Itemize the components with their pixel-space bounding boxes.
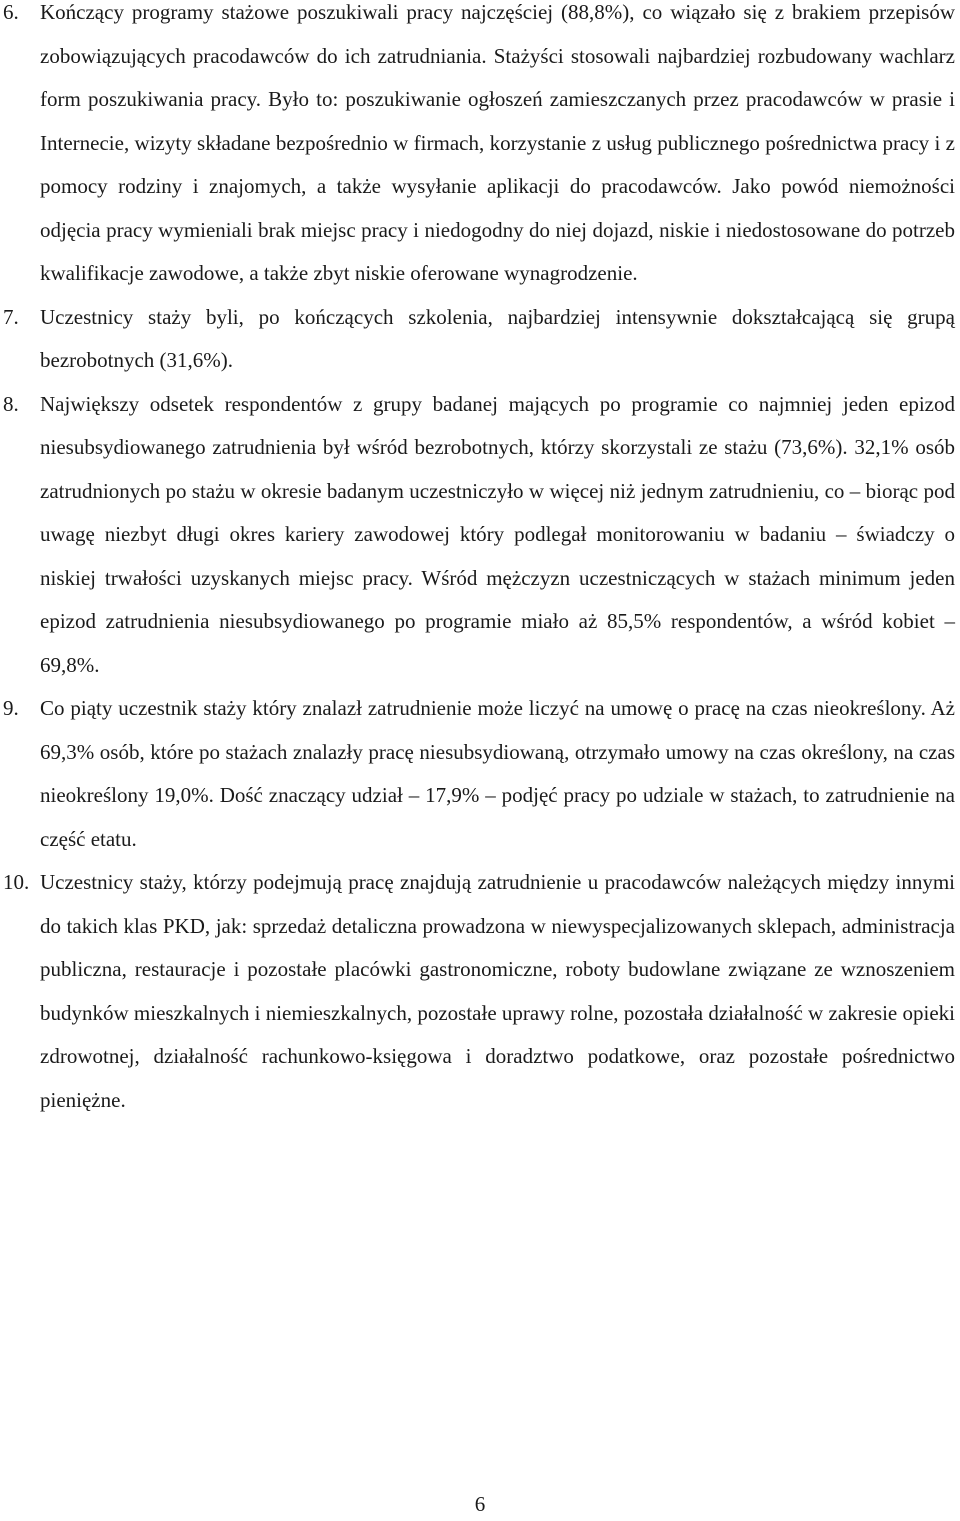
- list-item: [0, 0, 955, 296]
- list-item: [0, 296, 955, 383]
- list-item-number: 10.: [3, 870, 30, 894]
- page-number: 6: [474, 1492, 486, 1516]
- list-item-number: 6.: [3, 0, 19, 24]
- list-item: [0, 383, 955, 688]
- list-item-text: Co piąty uczestnik staży który znalazł zatrudnienie może liczyć na umowę o pracę na czas nieokreślony. Aż 69,3% osób, które po stażach znalazły pracę niesubsydiowaną, otrzymało umowy na czas określony, na czas nieokreślony 19,0%. Dość znaczący udział – 17,9% – podjęć pracy po udziale w stażach, to zatrudnienie na część etatu.: [40, 696, 955, 851]
- list-item-number: 9.: [3, 696, 19, 720]
- list-item: [0, 687, 955, 861]
- list-item-number: 7.: [3, 304, 19, 329]
- list-item-text: Kończący programy stażowe poszukiwali pracy najczęściej (88,8%), co wiązało się z brakiem przepisów zobowiązujących pracodawców do ich zatrudniania. Stażyści stosowali najbardziej rozbudowany wachlarz form poszukiwania pracy. Było to: poszukiwanie ogłoszeń zamieszczanych przez pracodawców w prasie i Internecie, wizyty składane bezpośrednio w firmach, korzystanie z usług publicznego pośrednictwa pracy i z pomocy rodziny i znajomych, a także wysyłanie aplikacji do pracodawców. Jako powód niemożności odjęcia pracy wymieniali brak miejsc pracy i niedogodny do niej dojazd, niskie i niedostosowane do potrzeb kwalifikacje zawodowe, a także zbyt niskie oferowane wynagrodzenie.: [40, 0, 955, 285]
- list-item-number: 8.: [3, 391, 19, 416]
- list-item-text: Największy odsetek respondentów z grupy badanej mających po programie co najmniej jeden epizod niesubsydiowanego zatrudnienia był wśród bezrobotnych, którzy skorzystali ze stażu (73,6%). 32,1% osób zatrudnionych po stażu w okresie badanym uczestniczyło w więcej niż jednym zatrudnieniu, co – biorąc pod uwagę niezbyt długi okres kariery zawodowej który podlegał monitorowaniu w badaniu – świadczy o niskiej trwałości uzyskanych miejsc pracy. Wśród mężczyzn uczestniczących w stażach minimum jeden epizod zatrudnienia niesubsydiowanego po programie miało aż 85,5% respondentów, a wśród kobiet – 69,8%.: [40, 391, 955, 677]
- list-item-text: Uczestnicy staży, którzy podejmują pracę znajdują zatrudnienie u pracodawców należących między innymi do takich klas PKD, jak: sprzedaż detaliczna prowadzona w niewyspecjalizowanych sklepach, administracja publiczna, restauracje i pozostałe placówki gastronomiczne, roboty budowlane związane ze wznoszeniem budynków mieszkalnych i niemieszkalnych, pozostałe uprawy rolne, pozostała działalność w zakresie opieki zdrowotnej, działalność rachunkowo-księgowa i doradztwo podatkowe, oraz pozostałe pośrednictwo pieniężne.: [40, 870, 955, 1112]
- list-item-text: Uczestnicy staży byli, po kończących szkolenia, najbardziej intensywnie dokształcającą się grupą bezrobotnych (31,6%).: [40, 304, 955, 372]
- list-item: [0, 861, 955, 1122]
